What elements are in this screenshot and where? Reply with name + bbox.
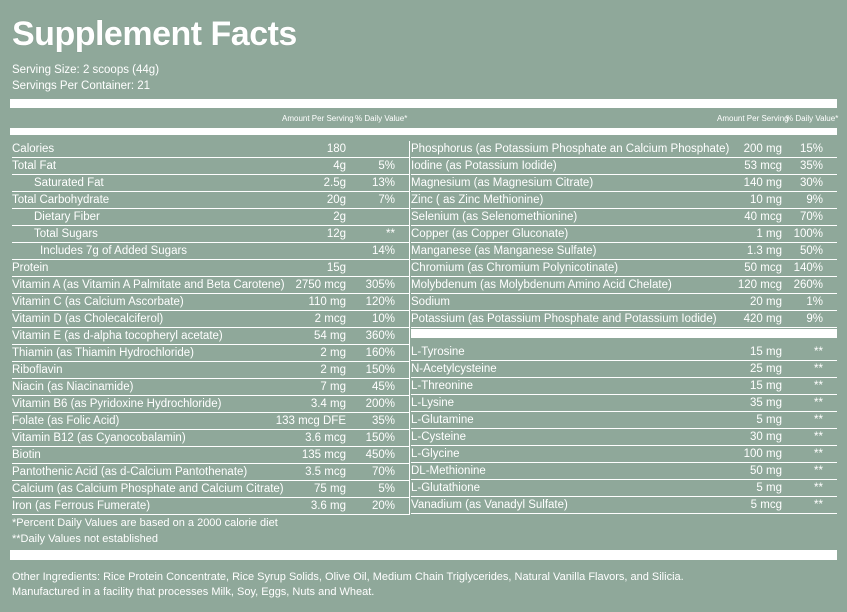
nutrient-amount: 30 mg xyxy=(750,431,782,443)
nutrient-amount: 50 mcg xyxy=(744,262,782,274)
nutrient-amount: 15 mg xyxy=(750,380,782,392)
right-nutrient-row xyxy=(411,463,837,480)
nutrient-amount: 1 mg xyxy=(756,228,782,240)
nutrient-name: Protein xyxy=(12,262,49,274)
left-nutrient-row xyxy=(12,243,409,260)
nutrient-name: Iodine (as Potassium Iodide) xyxy=(411,160,557,172)
nutrient-name: Includes 7g of Added Sugars xyxy=(40,245,188,257)
nutrient-amount: 25 mg xyxy=(750,363,782,375)
top-thick-divider xyxy=(10,99,837,108)
nutrient-name: Total Fat xyxy=(12,160,57,172)
nutrient-name: Vitamin D (as Cholecalciferol) xyxy=(12,313,164,325)
nutrient-amount: 20 mg xyxy=(750,296,782,308)
right-nutrient-row xyxy=(411,480,837,497)
nutrient-amount: 420 mg xyxy=(743,313,782,325)
nutrient-name: Potassium (as Potassium Phosphate and Potassium Iodide) xyxy=(411,313,717,325)
nutrient-name: Vitamin E (as d-alpha tocopheryl acetate) xyxy=(12,330,223,342)
left-nutrient-row xyxy=(12,498,409,515)
nutrient-daily-value: ** xyxy=(814,414,823,426)
nutrient-amount: 5 mcg xyxy=(750,499,782,511)
nutrient-name: Sodium xyxy=(411,296,450,308)
right-amount-header: Amount Per Serving xyxy=(717,114,789,123)
nutrient-amount: 2 mg xyxy=(320,347,346,359)
right-nutrient-row xyxy=(411,277,837,294)
right-nutrient-row xyxy=(411,175,837,192)
right-nutrient-row xyxy=(411,260,837,277)
nutrient-amount: 135 mcg xyxy=(301,449,346,461)
nutrient-daily-value: 35% xyxy=(371,415,395,427)
left-nutrient-row xyxy=(12,328,409,345)
column-divider xyxy=(409,141,410,515)
right-nutrient-row xyxy=(411,158,837,175)
nutrient-name: Calcium (as Calcium Phosphate and Calcium Citrate) xyxy=(12,483,284,495)
nutrient-daily-value: ** xyxy=(814,499,823,511)
nutrient-daily-value: 160% xyxy=(365,347,395,359)
right-nutrient-row xyxy=(411,361,837,378)
nutrient-amount: 3.6 mcg xyxy=(305,432,346,444)
left-nutrient-row xyxy=(12,226,409,243)
left-nutrient-row xyxy=(12,464,409,481)
nutrient-amount: 110 mg xyxy=(308,296,346,308)
nutrient-daily-value: 9% xyxy=(806,194,823,206)
nutrient-name: L-Threonine xyxy=(411,380,474,392)
nutrient-name: Vitamin A (as Vitamin A Palmitate and Beta Carotene) xyxy=(12,279,285,291)
nutrient-daily-value: ** xyxy=(814,346,823,358)
bottom-thick-divider xyxy=(10,550,837,560)
nutrient-name: N-Acetylcysteine xyxy=(411,363,497,375)
left-nutrient-row xyxy=(12,141,409,158)
nutrient-daily-value: ** xyxy=(814,482,823,494)
nutrient-daily-value: ** xyxy=(814,363,823,375)
nutrient-daily-value: 50% xyxy=(799,245,823,257)
nutrient-daily-value: 360% xyxy=(365,330,395,342)
nutrient-name: Riboflavin xyxy=(12,364,63,376)
nutrient-daily-value: 20% xyxy=(371,500,395,512)
left-nutrient-row xyxy=(12,447,409,464)
nutrient-daily-value: ** xyxy=(814,380,823,392)
nutrient-amount: 2 mcg xyxy=(314,313,346,325)
nutrient-daily-value: 120% xyxy=(365,296,395,308)
nutrient-amount: 133 mcg DFE xyxy=(275,415,346,427)
nutrient-daily-value: ** xyxy=(814,397,823,409)
left-nutrient-row xyxy=(12,175,409,192)
right-nutrient-row xyxy=(411,243,837,260)
nutrient-amount: 4g xyxy=(333,160,346,172)
nutrient-daily-value: 14% xyxy=(371,245,395,257)
footnote-not-established: **Daily Values not established xyxy=(12,533,158,545)
nutrient-amount: 15 mg xyxy=(750,346,782,358)
nutrient-name: L-Glutamine xyxy=(411,414,474,426)
nutrient-daily-value: ** xyxy=(814,448,823,460)
nutrient-name: Biotin xyxy=(12,449,41,461)
nutrient-amount: 7 mg xyxy=(320,381,346,393)
nutrient-amount: 54 mg xyxy=(314,330,346,342)
nutrient-name: Niacin (as Niacinamide) xyxy=(12,381,134,393)
nutrient-daily-value: 260% xyxy=(793,279,823,291)
left-dv-header: % Daily Value* xyxy=(355,114,408,123)
nutrient-name: Magnesium (as Magnesium Citrate) xyxy=(411,177,594,189)
left-nutrient-row xyxy=(12,413,409,430)
nutrient-name: Total Sugars xyxy=(34,228,98,240)
nutrient-amount: 3.4 mg xyxy=(310,398,346,410)
left-amount-header: Amount Per Serving xyxy=(282,114,354,123)
nutrient-amount: 53 mcg xyxy=(744,160,782,172)
nutrient-daily-value: ** xyxy=(814,431,823,443)
right-nutrient-row xyxy=(411,446,837,463)
nutrient-name: Manganese (as Manganese Sulfate) xyxy=(411,245,597,257)
nutrient-name: L-Cysteine xyxy=(411,431,466,443)
nutrient-amount: 1.3 mg xyxy=(746,245,782,257)
nutrient-name: Copper (as Copper Gluconate) xyxy=(411,228,569,240)
right-nutrient-row xyxy=(411,141,837,158)
nutrient-daily-value: 70% xyxy=(799,211,823,223)
nutrient-amount: 3.6 mg xyxy=(310,500,346,512)
nutrient-name: Folate (as Folic Acid) xyxy=(12,415,120,427)
left-nutrient-row xyxy=(12,260,409,277)
nutrient-amount: 200 mg xyxy=(743,143,782,155)
nutrient-amount: 2 mg xyxy=(320,364,346,376)
nutrient-amount: 5 mg xyxy=(756,482,782,494)
nutrient-amount: 15g xyxy=(326,262,346,274)
nutrient-daily-value: 140% xyxy=(793,262,823,274)
left-nutrient-row xyxy=(12,192,409,209)
nutrient-amount: 75 mg xyxy=(314,483,346,495)
nutrient-daily-value: 5% xyxy=(378,160,395,172)
manufacture-note: Manufactured in a facility that processes Milk, Soy, Eggs, Nuts and Wheat. xyxy=(12,586,375,598)
nutrient-amount: 35 mg xyxy=(750,397,782,409)
right-nutrient-row xyxy=(411,497,837,514)
nutrient-daily-value: 100% xyxy=(793,228,823,240)
left-nutrient-row xyxy=(12,294,409,311)
nutrient-amount: 120 mcg xyxy=(737,279,782,291)
right-nutrient-row xyxy=(411,311,837,328)
nutrient-daily-value: 30% xyxy=(799,177,823,189)
nutrient-name: L-Lysine xyxy=(411,397,455,409)
nutrient-name: Saturated Fat xyxy=(34,177,104,189)
page-title: Supplement Facts xyxy=(12,15,297,53)
nutrient-amount: 2750 mcg xyxy=(295,279,346,291)
left-nutrient-row xyxy=(12,345,409,362)
nutrient-daily-value: 150% xyxy=(365,364,395,376)
nutrient-amount: 180 xyxy=(326,143,346,155)
left-nutrient-row xyxy=(12,379,409,396)
serving-size: Serving Size: 2 scoops (44g) xyxy=(12,64,160,76)
left-nutrient-row xyxy=(12,396,409,413)
nutrient-amount: 3.5 mcg xyxy=(305,466,346,478)
right-nutrient-row xyxy=(411,226,837,243)
nutrient-daily-value: 305% xyxy=(365,279,395,291)
right-nutrient-row xyxy=(411,429,837,446)
nutrient-amount: 2g xyxy=(333,211,346,223)
right-nutrient-row xyxy=(411,294,837,311)
nutrient-amount: 40 mcg xyxy=(744,211,782,223)
nutrient-daily-value: 10% xyxy=(371,313,395,325)
nutrient-name: L-Glycine xyxy=(411,448,460,460)
nutrient-name: Vitamin C (as Calcium Ascorbate) xyxy=(12,296,184,308)
nutrient-amount: 5 mg xyxy=(756,414,782,426)
nutrient-name: DL-Methionine xyxy=(411,465,486,477)
nutrient-daily-value: ** xyxy=(386,228,395,240)
nutrient-daily-value: 15% xyxy=(799,143,823,155)
nutrient-name: Phosphorus (as Potassium Phosphate an Calcium Phosphate) xyxy=(411,143,730,155)
left-nutrient-row xyxy=(12,362,409,379)
right-nutrient-row xyxy=(411,395,837,412)
nutrient-amount: 50 mg xyxy=(750,465,782,477)
right-dv-header: % Daily Value* xyxy=(786,114,839,123)
nutrient-name: Pantothenic Acid (as d-Calcium Pantothenate) xyxy=(12,466,248,478)
nutrient-name: Selenium (as Selenomethionine) xyxy=(411,211,578,223)
nutrient-name: Thiamin (as Thiamin Hydrochloride) xyxy=(12,347,194,359)
left-nutrient-row xyxy=(12,277,409,294)
nutrient-daily-value: ** xyxy=(814,465,823,477)
footnote-daily-value: *Percent Daily Values are based on a 2000 calorie diet xyxy=(12,517,278,529)
nutrient-daily-value: 70% xyxy=(371,466,395,478)
nutrient-daily-value: 45% xyxy=(371,381,395,393)
left-nutrient-row xyxy=(12,430,409,447)
left-nutrient-row xyxy=(12,209,409,226)
nutrient-amount: 100 mg xyxy=(743,448,782,460)
nutrient-name: Vitamin B12 (as Cyanocobalamin) xyxy=(12,432,186,444)
nutrient-daily-value: 150% xyxy=(365,432,395,444)
nutrient-name: Iron (as Ferrous Fumerate) xyxy=(12,500,151,512)
nutrient-amount: 2.5g xyxy=(323,177,346,189)
other-ingredients: Other Ingredients: Rice Protein Concentrate, Rice Syrup Solids, Olive Oil, Medium Chain Triglycerides, Natural Vanilla Flavors, and Silicia. xyxy=(12,571,684,583)
nutrient-amount: 20g xyxy=(326,194,346,206)
nutrient-name: L-Tyrosine xyxy=(411,346,465,358)
nutrient-name: Zinc ( as Zinc Methionine) xyxy=(411,194,544,206)
left-nutrient-row xyxy=(12,481,409,498)
right-nutrient-row xyxy=(411,344,837,361)
nutrient-daily-value: 13% xyxy=(371,177,395,189)
right-nutrient-row xyxy=(411,209,837,226)
nutrient-name: Calories xyxy=(12,143,55,155)
nutrient-name: Vanadium (as Vanadyl Sulfate) xyxy=(411,499,568,511)
nutrient-name: L-Glutathione xyxy=(411,482,481,494)
right-nutrient-row xyxy=(411,412,837,429)
nutrient-amount: 140 mg xyxy=(743,177,782,189)
left-nutrient-row xyxy=(12,158,409,175)
servings-per-container: Servings Per Container: 21 xyxy=(12,80,151,92)
right-section-divider xyxy=(411,329,837,338)
right-nutrient-row xyxy=(411,378,837,395)
nutrient-daily-value: 7% xyxy=(378,194,395,206)
nutrient-name: Dietary Fiber xyxy=(34,211,100,223)
nutrient-name: Vitamin B6 (as Pyridoxine Hydrochloride) xyxy=(12,398,222,410)
nutrient-name: Chromium (as Chromium Polynicotinate) xyxy=(411,262,619,274)
nutrient-daily-value: 35% xyxy=(799,160,823,172)
nutrient-name: Molybdenum (as Molybdenum Amino Acid Chelate) xyxy=(411,279,672,291)
nutrient-daily-value: 9% xyxy=(806,313,823,325)
nutrient-daily-value: 5% xyxy=(378,483,395,495)
nutrient-daily-value: 1% xyxy=(806,296,823,308)
nutrient-daily-value: 200% xyxy=(365,398,395,410)
nutrient-name: Total Carbohydrate xyxy=(12,194,110,206)
nutrient-amount: 12g xyxy=(326,228,346,240)
nutrient-daily-value: 450% xyxy=(365,449,395,461)
left-nutrient-row xyxy=(12,311,409,328)
right-nutrient-row xyxy=(411,192,837,209)
header-thick-divider xyxy=(10,128,837,135)
nutrient-amount: 10 mg xyxy=(750,194,782,206)
